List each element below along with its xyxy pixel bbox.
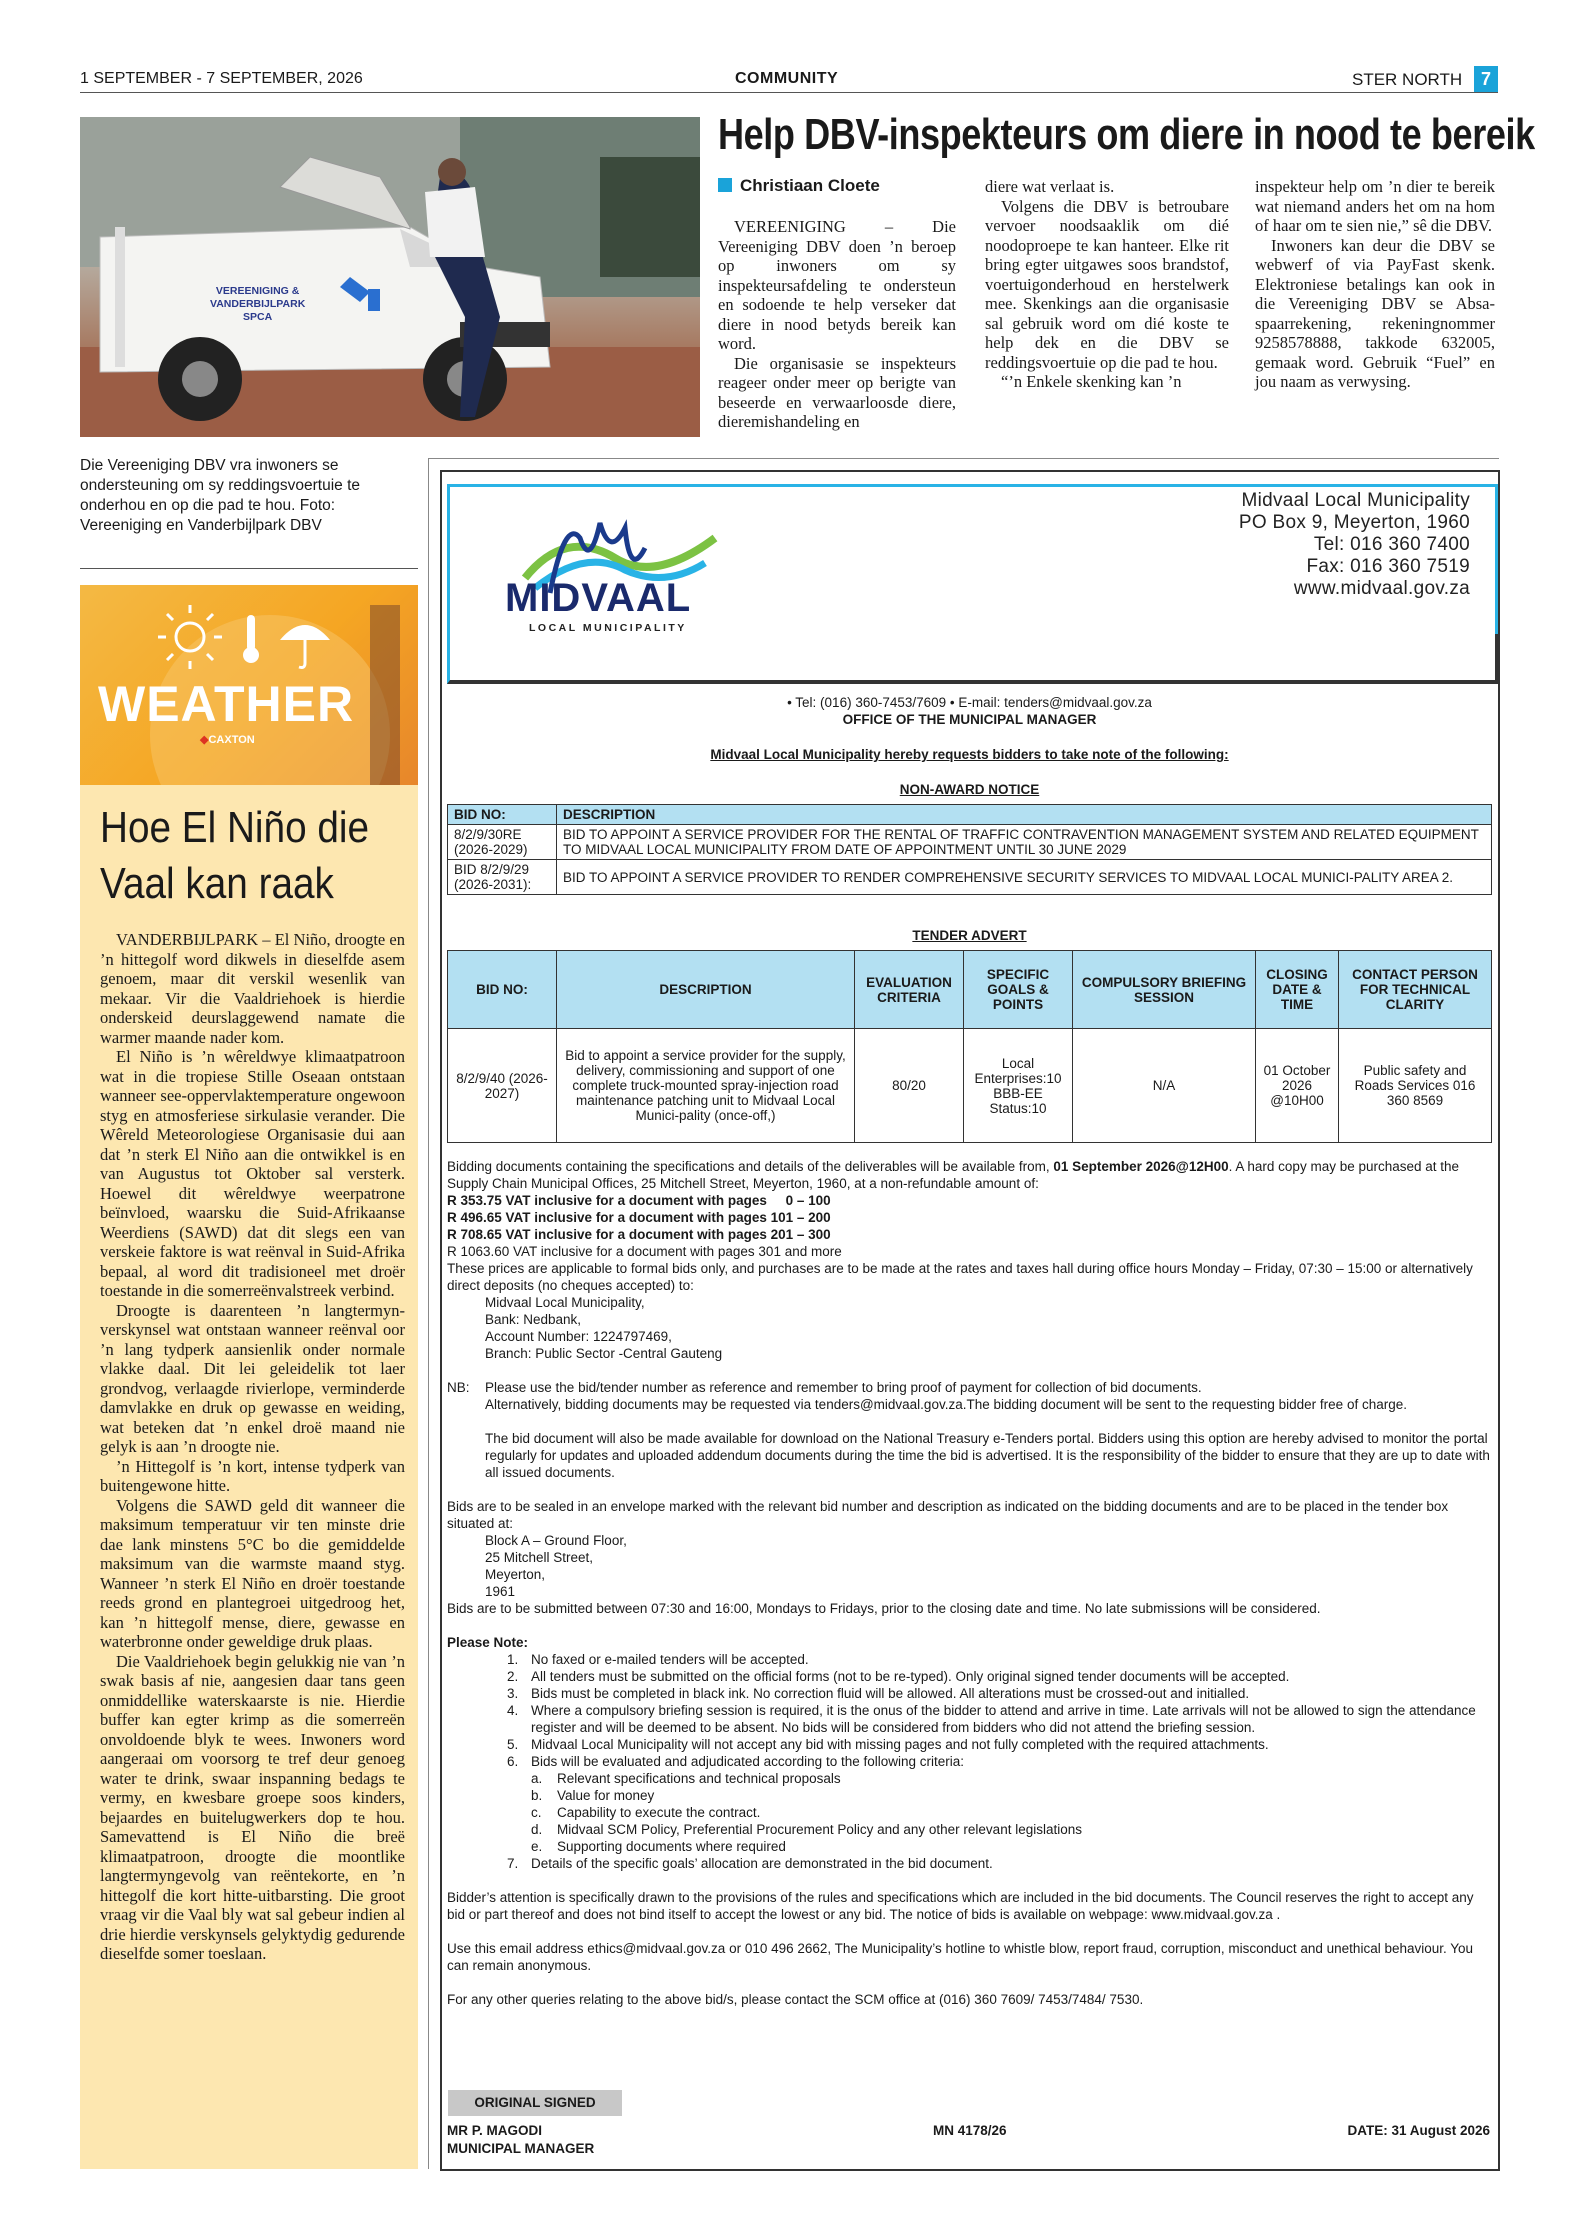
- table-cell: 8/2/9/40 (2026-2027): [448, 1029, 557, 1143]
- article-headline: Help DBV-inspekteurs om diere in nood te bereik: [718, 110, 1535, 159]
- notice-date: DATE: 31 August 2026: [1347, 2123, 1490, 2138]
- article-column-2: [985, 177, 1229, 392]
- bid-description: BID TO APPOINT A SERVICE PROVIDER FOR THE RENTAL OF TRAFFIC CONTRAVENTION MANAGEMENT SYSTEM AND RELATED EQUIPMENT TO MIDVAAL LOCAL MUNICIPALITY FROM DATE OF APPOINTMENT UNTIL 30 JUNE 2029: [557, 825, 1492, 860]
- attention-notice: Bidder’s attention is specifically drawn to the provisions of the rules and specifications which are included in the bid documents. The Council reserves the right to accept any bid or part thereof and does not bind itself to accept the lowest or any bid. The notice of bids is available on webpage: www.midvaal.gov.za .: [447, 1890, 1474, 1922]
- bid-description: BID TO APPOINT A SERVICE PROVIDER TO RENDER COMPREHENSIVE SECURITY SERVICES TO MIDVAAL LOCAL MUNICI-PALITY AREA 2.: [557, 860, 1492, 895]
- table-cell: 01 October 2026 @10H00: [1256, 1029, 1339, 1143]
- office-title: OFFICE OF THE MUNICIPAL MANAGER: [842, 712, 1097, 727]
- table-cell: Bid to appoint a service provider for the supply, delivery, commissioning and support of one complete truck-mounted spray-injection road maintenance patching unit to Midvaal Local Munici-pality (once-off,): [557, 1029, 855, 1143]
- article-column-3: [1255, 177, 1495, 392]
- col-header: CLOSING DATE & TIME: [1256, 951, 1339, 1029]
- header-rule: [80, 92, 1498, 93]
- sidebar-rule: [80, 568, 418, 569]
- article-paragraph: “’n Enkele skenking kan ’n: [1001, 372, 1182, 391]
- logo-subtitle: LOCAL MUNICIPALITY: [529, 622, 687, 634]
- bid-number: BID 8/2/9/29 (2026-2031):: [448, 860, 557, 895]
- logo-wordmark: MIDVAAL: [505, 576, 692, 620]
- byline-marker: [718, 178, 732, 192]
- notes-list: 1. No faxed or e-mailed tenders will be accepted. 2. All tenders must be submitted on the official forms (not to be re-typed). Only original signed tender documents will be accepted. 3. Bids must be completed in black ink. No correction fluid will be allowed. All alterations must be crossed-out and initialled. 4. Where a compulsory briefing session is required, it is the onus of the bidder to attend and arrive in time. Late arrivals will not be allowed to sign the attendance register and will be deemed to be absent. No bids will be considered from bidders who did not attend the briefing session. 5. Midvaal Local Municipality will not accept any bid with missing pages and not fully completed with the required attachments. 6. Bids will be evaluated and adjudicated according to the following criteria: a. Relevant specifications and technical proposals b. Value for money c. Capability to execute the contract. d. Midvaal SCM Policy, Preferential Procurement Policy and any other relevant legislations e. Supporting documents where required 7. Details of the specific goals’ allocation are demonstrated in the bid document.: [507, 1652, 1476, 1871]
- contact-line: Fax: 016 360 7519: [1306, 556, 1470, 577]
- col-header: BID NO:: [448, 951, 557, 1029]
- nb-section: NB: Please use the bid/tender number as reference and remember to bring proof of payment for collection of bid documents. Alternatively, bidding documents may be requested via tenders@midvaal.gov.za.The bidding document will be sent to the requesting bidder free of charge. The bid document will also be made available for download on the National Treasury e-Tenders portal. Bidders using this option are hereby advised to monitor the portal regularly for updates and uploaded addendum documents during the time the bid is advertised. It is the responsibility of the bidder to ensure that they are up to date with all issued documents.: [447, 1380, 1490, 1480]
- table-cell: N/A: [1073, 1029, 1256, 1143]
- bid-number: 8/2/9/30RE (2026-2029): [448, 825, 557, 860]
- price-line: R 353.75 VAT inclusive for a document with pages 0 – 100: [447, 1193, 831, 1208]
- table-row: [448, 1029, 1492, 1143]
- article-paragraph: diere wat verlaat is.: [985, 177, 1115, 196]
- prices-note: These prices are applicable to formal bids only, and purchases are to be made at the rates and taxes hall during office hours Monday – Friday, 07:30 – 15:00 or alternatively direct deposits (no cheques accepted) to:: [447, 1261, 1473, 1293]
- weather-banner: [80, 585, 418, 785]
- col-header: SPECIFIC GOALS & POINTS: [964, 951, 1073, 1029]
- tender-box-address: Block A – Ground Floor, 25 Mitchell Street, Meyerton, 1961: [485, 1533, 627, 1599]
- contact-line: PO Box 9, Meyerton, 1960: [1238, 512, 1470, 533]
- section-label: COMMUNITY: [735, 70, 839, 87]
- col-header: CONTACT PERSON FOR TECHNICAL CLARITY: [1339, 951, 1492, 1029]
- sponsor-logo: ◆CAXTON: [200, 734, 255, 746]
- queries-notice: For any other queries relating to the above bid/s, please contact the SCM office at (016) 360 7609/ 7453/7484/ 7530.: [447, 1992, 1144, 2007]
- tender-advert-title: TENDER ADVERT: [912, 928, 1027, 943]
- non-award-title: NON-AWARD NOTICE: [899, 782, 1040, 797]
- municipality-contact: [1170, 490, 1470, 600]
- request-line: Midvaal Local Municipality hereby requests bidders to take note of the following:: [710, 747, 1229, 762]
- original-signed-stamp: ORIGINAL SIGNED: [448, 2090, 622, 2116]
- advert-header-underline: [447, 634, 1499, 684]
- sealed-instructions: Bids are to be sealed in an envelope marked with the relevant bid number and description as indicated on the bidding documents and are to be placed in the tender box situated at:: [447, 1499, 1449, 1531]
- article-byline: Christiaan Cloete: [718, 176, 880, 196]
- page-number: 7: [1474, 66, 1498, 92]
- article-paragraph: Volgens die DBV is betroubare vervoer noodsaaklik om dié noodoproepe te kan hanteer. Elke rit bring egter uitgawes soos brandstof, voertuigonderhoud en herstelwerk mee. Skenkings aan die organisasie sal gebruik word om dié koste te help dek en die DBV se reddingsvoertuie op die pad te hou.: [985, 196, 1229, 372]
- article-column-1: [718, 217, 956, 432]
- issue-date: 1 SEPTEMBER - 7 SEPTEMBER, 2026: [80, 70, 363, 87]
- submission-times: Bids are to be submitted between 07:30 and 16:00, Mondays to Fridays, prior to the closing date and time. No late submissions will be considered.: [447, 1601, 1321, 1616]
- price-line: R 708.65 VAT inclusive for a document with pages 201 – 300: [447, 1227, 831, 1242]
- article-paragraph: inspekteur help om ’n dier te bereik wat niemand anders het om na hom of haar om te sien nie,” sê die DBV.: [1255, 177, 1495, 235]
- story-paragraph: ’n Hittegolf is ’n kort, intense tydperk van buitengewone hitte.: [100, 1456, 405, 1495]
- midvaal-logo: [505, 508, 725, 638]
- col-header: DESCRIPTION: [557, 805, 1492, 825]
- van-illustration: [80, 117, 700, 437]
- ethics-hotline: Use this email address ethics@midvaal.gov.za or 010 496 2662, The Municipality’s hotline to whistle blow, report fraud, corruption, misconduct and unethical behaviour. You can remain anonymous.: [447, 1941, 1474, 1973]
- contact-line: Tel: 016 360 7400: [1313, 534, 1470, 555]
- weather-story-body: [100, 930, 405, 1964]
- tender-table: [447, 950, 1492, 1143]
- weather-story-title: Hoe El Niño die Vaal kan raak: [100, 803, 370, 908]
- story-paragraph: Die Vaaldriehoek begin gelukkig nie van ’n swak basis af nie, aangesien daar tans geen onmiddellike waterskaarste is nie. Hierdie buffer kan egter krimp as die somerreën onvoldoende blyk te wees. Inwoners word aangeraai om voorsorg te tref deur genoeg water te drink, swaar inspanning bedags te vermy, en kwesbare groepe soos kinders, bejaardes en buitelugwerkers dop te hou. Samevattend is El Niño die breë klimaatpatroon, droogte die moontlike langtermyngevolg van reëntekorte, en ’n hittegolf die kort hitte-uitbarsting. Die groot vraag vir die Vaal bly wat sal gebeur indien al drie hierdie verskynsels gelyktydig gedurende dieselfde somer toeslaan.: [100, 1651, 405, 1963]
- weather-word: WEATHER: [98, 676, 355, 732]
- contact-line: Midvaal Local Municipality: [1241, 490, 1470, 511]
- story-paragraph: Droogte is daarenteen ’n langtermyn-verskynsel wat ontstaan wanneer reënval oor ’n lang tydperk aansienlik onder normale vlakke daal. Dit lei geleidelik tot laer grondvog, verlaagde rivierlope, verminderde damvlakke en druk op gewasse en weiding, wat beteken dat ’n enkel droë maand nie gelyk is aan ’n droogte nie.: [100, 1300, 405, 1456]
- col-header: BID NO:: [448, 805, 557, 825]
- publication-name: STER NORTH: [1352, 70, 1463, 89]
- signer-title: MUNICIPAL MANAGER: [447, 2141, 595, 2156]
- col-header: DESCRIPTION: [557, 951, 855, 1029]
- tender-contact: • Tel: (016) 360-7453/7609 • E-mail: tenders@midvaal.gov.za: [787, 695, 1152, 710]
- signer-name: MR P. MAGODI: [447, 2123, 543, 2138]
- availability-text: Bidding documents containing the specifications and details of the deliverables will be available from, 01 September 2026@12H00. A hard copy may be purchased at the Supply Chain Municipal Offices, 25 Mitchell Street, Meyerton, 1960, at a non-refundable amount of:: [447, 1159, 1460, 1191]
- story-paragraph: Volgens die SAWD geld dit wanneer die maksimum temperatuur vir ten minste drie dae lank minstens 5°C bo die gemiddelde maksimum van die warmste maand styg. Wanneer ’n sterk El Niño en droër toestande reeds grond en plantegroei uitgedroog het, kan ’n hittegolf mense, diere, gewasse en waterbronne onder geweldige druk plaas.: [100, 1495, 405, 1651]
- table-cell: Local Enterprises:10 BBB-EE Status:10: [964, 1029, 1073, 1143]
- article-paragraph: Die organisasie se inspekteurs reageer onder meer op berigte van beseerde en verwaarloosde diere, dieremishandeling en: [718, 353, 956, 431]
- table-cell: Public safety and Roads Services 016 360 8569: [1339, 1029, 1492, 1143]
- bank-details: Midvaal Local Municipality, Bank: Nedbank, Account Number: 1224797469, Branch: Public Sector -Central Gauteng: [485, 1295, 723, 1361]
- van-lettering: VEREENIGING & VANDERBIJLPARK SPCA: [210, 285, 306, 323]
- photo-caption: Die Vereeniging DBV vra inwoners se ondersteuning om sy reddingsvoertuie te onderhou en op die pad te hou. Foto: Vereeniging en Vanderbijlpark DBV: [80, 457, 361, 534]
- advert-body: [447, 1158, 1492, 2008]
- article-photo: [80, 117, 700, 437]
- article-paragraph: VEREENIGING – Die Vereeniging DBV doen ’n beroep op inwoners om sy inspekteursafdeling te ondersteun en sodoende te help verseker dat diere in nood betyds bereik kan word.: [718, 217, 956, 353]
- notice-reference: MN 4178/26: [933, 2123, 1007, 2138]
- table-cell: 80/20: [855, 1029, 964, 1143]
- col-header: COMPULSORY BRIEFING SESSION: [1073, 951, 1256, 1029]
- story-paragraph: VANDERBIJLPARK – El Niño, droogte en ’n hittegolf word dikwels in dieselfde asem genoem, maar dit verskil wesenlik van mekaar. Vir die Vaaldriehoek is hierdie onderskeid deurslaggewend namate die warmer maande nader kom.: [100, 930, 405, 1047]
- table-row: [448, 825, 1492, 860]
- col-header: EVALUATION CRITERIA: [855, 951, 964, 1029]
- notes-title: Please Note:: [447, 1635, 529, 1650]
- price-line: R 1063.60 VAT inclusive for a document with pages 301 and more: [447, 1244, 842, 1259]
- story-paragraph: El Niño is ’n wêreldwye klimaatpatroon wat in die tropiese Stille Oseaan ontstaan wanneer see-oppervlaktemperature ongewoon styg en atmosferiese sirkulasie verander. Die Wêreld Meteorologiese Organisasie dui aan dat ’n sterk El Niño aan die ontwikkel is en van Augustus tot Oktober sal versterk. Hoewel dit wêreldwye weerpatrone beïnvloed, waarsku die Suid-Afrikaanse Weerdiens (SAWD) dat dit slegs een van verskeie faktore is wat reënval in Suid-Afrika bepaal, al word dit tradisioneel met droër toestande in die somerreënvalstreek verbind.: [100, 1047, 405, 1300]
- article-paragraph: Inwoners kan deur die DBV se webwerf of via PayFast skenk. Elektroniese betalings kan ook in die Vereeniging DBV se Absa-spaarrekening, rekeningnommer 9258578888, takkode 632005, gemaak word. Gebruik “Fuel” en jou naam as verwysing.: [1255, 235, 1495, 391]
- contact-line: www.midvaal.gov.za: [1293, 578, 1470, 599]
- table-row: [448, 860, 1492, 895]
- non-award-table: [447, 804, 1492, 895]
- price-line: R 496.65 VAT inclusive for a document with pages 101 – 200: [447, 1210, 831, 1225]
